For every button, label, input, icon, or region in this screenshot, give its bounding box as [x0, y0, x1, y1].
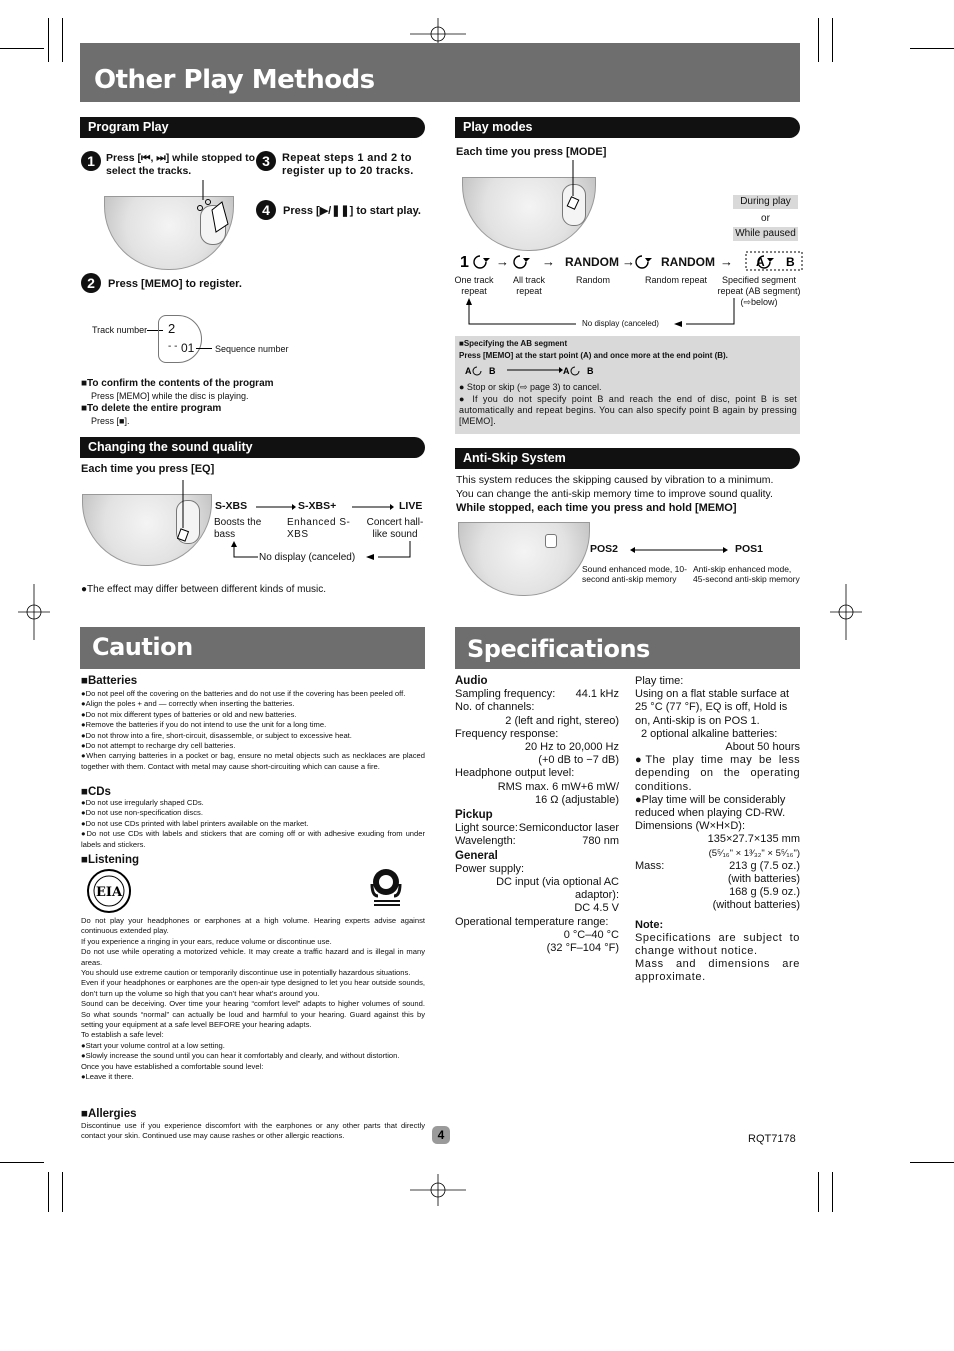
svg-text:→: → — [720, 254, 733, 269]
double-arrow-icon — [630, 545, 730, 555]
step-4-text: Press [▶/❚❚] to start play. — [283, 205, 421, 217]
play-modes-heading: Play modes — [455, 117, 800, 138]
battery-item: ●Do not attempt to recharge dry cell batteries. — [81, 741, 236, 751]
ab-bullet-1: ● Stop or skip (⇨ page 3) to cancel. — [459, 382, 602, 392]
program-play-heading: Program Play — [80, 117, 425, 138]
svg-text:1: 1 — [460, 254, 469, 271]
play-note-2: ●Play time will be considerably reduced when playing CD-RW. — [635, 793, 786, 820]
anti-skip-line-1: This system reduces the skipping caused by vibration to a minimum. — [456, 474, 774, 486]
safe-listening-logo-icon — [368, 866, 404, 910]
display-sequence-number: 01 — [181, 341, 195, 355]
svg-text:→: → — [542, 254, 555, 269]
batteries-list — [81, 689, 425, 772]
listening-item: Do not use while operating a motorized vehicle. It may create a traffic hazard and is illegal in many areas. — [81, 947, 425, 967]
pos1-label: POS1 — [735, 543, 764, 555]
pickup-heading: Pickup — [455, 809, 493, 822]
general-heading: General — [455, 849, 498, 862]
eia-logo-icon — [86, 868, 132, 914]
svg-text:B: B — [587, 366, 594, 376]
specifications-title: Specifications — [467, 635, 650, 663]
eq-mode-sxbs-plus: S-XBS+ — [298, 500, 337, 512]
allergies-heading: ■Allergies — [81, 1108, 137, 1120]
cd-item: ●Do not use non-specification discs. — [81, 808, 203, 818]
listening-item: To establish a safe level: — [81, 1030, 164, 1040]
eq-cancel-label: No display (canceled) — [259, 552, 356, 563]
eq-instruction: Each time you press [EQ] — [81, 463, 215, 475]
power-value: DC input (via optional AC adaptor): — [496, 876, 619, 902]
svg-text:→: → — [496, 254, 509, 269]
mass-with-note: (with batteries) — [727, 873, 800, 886]
specifications-banner — [455, 627, 800, 669]
dimensions-imperial: (5⁵⁄₁₆" × 1³⁄₃₂" × 5⁵⁄₁₆") — [708, 847, 800, 859]
anti-skip-line-2: You can change the anti-skip memory time to improve sound quality. — [456, 488, 773, 500]
caution-banner — [80, 627, 425, 669]
listening-item: ●Slowly increase the sound until you can hear it comfortably and clearly, and without distortion. — [81, 1051, 400, 1061]
mass-without-note: (without batteries) — [712, 899, 800, 912]
mode-label-one-track: One track repeat — [454, 275, 494, 296]
doc-code: RQT7178 — [748, 1133, 796, 1145]
mode-label-random-repeat: Random repeat — [644, 275, 708, 285]
track-number-label: Track number — [92, 325, 148, 335]
temp-label: Operational temperature range: — [455, 915, 609, 928]
sampling-label: Sampling frequency: — [455, 688, 556, 701]
wave-label: Wavelength: — [455, 835, 516, 848]
play-time-label: Play time: — [635, 675, 684, 687]
pos2-label: POS2 — [590, 543, 619, 555]
dimensions-metric: 135×27.7×135 mm — [707, 833, 800, 846]
eq-mode-sxbs-plus-desc: Enhanced S-XBS — [287, 517, 351, 540]
listening-item: You should use extreme caution or temporarily discontinue use in potentially hazardous situations. — [81, 968, 411, 978]
pointer-arrow-icon — [565, 160, 585, 220]
eq-mode-sxbs-desc: Boosts the bass — [214, 517, 262, 540]
eia-logo-text: EIA — [95, 885, 123, 900]
sequence-number-label: Sequence number — [215, 344, 289, 354]
battery-item: ●Align the poles + and — correctly when inserting the batteries. — [81, 699, 295, 709]
mode-label-all-track: All track repeat — [512, 275, 545, 296]
mode-label-ab-repeat: Specified segment repeat (AB segment) (⇨below) — [717, 275, 801, 307]
play-note-1: ●The play time may be less depending on the operating conditions. — [635, 754, 800, 793]
allergies-text: Discontinue use if you experience discomfort with the earphones or any other parts that directly contact your skin. Continued use may cause rashes or other allergic reactions. — [81, 1121, 425, 1141]
play-time-batteries: 2 optional alkaline batteries: — [641, 727, 778, 740]
mass-label: Mass: — [635, 859, 665, 872]
mode-cancel-label: No display (canceled) — [582, 319, 659, 328]
confirm-text: Press [MEMO] while the disc is playing. — [91, 391, 249, 401]
light-value: Semiconductor laser — [518, 822, 619, 835]
play-time-value: About 50 hours — [725, 741, 800, 754]
arrow-right-icon — [352, 502, 396, 512]
random-repeat-mode-text: RANDOM — [661, 255, 715, 269]
svg-text:A: A — [465, 366, 472, 376]
temp-celsius: 0 °C–40 °C — [563, 928, 619, 941]
freq-tolerance: (+0 dB to −7 dB) — [538, 754, 619, 767]
pos1-desc: Anti-skip enhanced mode, 45-second anti-skip memory — [693, 564, 800, 584]
ab-heading: ■Specifying the AB segment — [459, 339, 568, 348]
svg-text:B: B — [786, 255, 795, 269]
specs-column-1 — [455, 675, 619, 955]
ab-diagram — [463, 364, 623, 378]
caution-title: Caution — [92, 633, 193, 661]
channels-label: No. of channels: — [455, 701, 535, 714]
battery-item: ●Do not peel off the covering on the batteries and do not use if the covering has been peeled off. — [81, 689, 406, 698]
freq-value: 20 Hz to 20,000 Hz — [524, 741, 619, 754]
cd-item: ●Do not use CDs with labels and stickers that are coming off or with adhesive exuding from under labels and stickers. — [81, 829, 425, 849]
headphone-value: RMS max. 6 mW+6 mW/ — [497, 780, 619, 793]
battery-item: ●Remove the batteries if you do not intend to use the unit for a long time. — [81, 720, 327, 730]
listening-item: Even if your headphones or earphones are the open-air type designed to let you hear outside sounds, don’t turn up the volume so high that you can’t hear what’s around you. — [81, 978, 425, 998]
step-3-badge: 3 — [256, 151, 276, 171]
svg-text:→: → — [622, 254, 635, 269]
confirm-heading: ■To confirm the contents of the program — [81, 378, 274, 389]
mode-sequence-symbols — [458, 252, 808, 272]
display-track-number: 2 — [168, 321, 176, 336]
anti-skip-instruction: While stopped, each time you press and hold [MEMO] — [456, 502, 737, 514]
delete-heading: ■To delete the entire program — [81, 403, 222, 414]
cds-list — [81, 798, 425, 850]
power-voltage: DC 4.5 V — [574, 902, 619, 915]
ab-segment-box — [455, 336, 800, 434]
headphone-label: Headphone output level: — [455, 767, 575, 780]
page-title: Other Play Methods — [94, 65, 375, 95]
note-2: Mass and dimensions are approximate. — [635, 958, 800, 984]
eq-mode-live: LIVE — [399, 500, 423, 512]
sampling-value: 44.1 kHz — [575, 688, 619, 701]
step-4-badge: 4 — [256, 200, 276, 220]
listening-heading: ■Listening — [81, 854, 140, 866]
random-mode-text: RANDOM — [565, 255, 619, 269]
listening-item: Once you have established a comfortable sound level: — [81, 1061, 264, 1071]
mode-instruction: Each time you press [MODE] — [456, 146, 607, 158]
ab-instruction: Press [MEMO] at the start point (A) and once more at the end point (B). — [459, 351, 728, 360]
svg-text:A: A — [756, 255, 765, 269]
svg-text:B: B — [489, 366, 496, 376]
anti-skip-heading: Anti-Skip System — [455, 448, 800, 469]
svg-text:A: A — [563, 366, 570, 376]
note-heading: Note: — [635, 918, 664, 931]
listening-item: If you experience a ringing in your ears, reduce volume or discontinue use. — [81, 936, 332, 946]
delete-text: Press [■]. — [91, 416, 130, 426]
pointer-arrow-icon — [190, 180, 250, 240]
step-1-badge: 1 — [81, 151, 101, 171]
mass-with-batteries: 213 g (7.5 oz.) — [729, 859, 800, 872]
listening-item: ●Leave it there. — [81, 1072, 134, 1082]
cd-item: ●Do not use irregularly shaped CDs. — [81, 798, 204, 807]
headphone-impedance: 16 Ω (adjustable) — [534, 793, 619, 806]
step-2-badge: 2 — [81, 273, 101, 293]
during-play-label: During play — [733, 195, 798, 209]
sound-quality-heading: Changing the sound quality — [80, 437, 425, 458]
arrow-right-icon — [256, 502, 296, 512]
mode-label-random: Random — [575, 275, 611, 285]
temp-fahrenheit: (32 °F–104 °F) — [546, 942, 619, 955]
leader-line — [196, 348, 212, 349]
page-number: 4 — [432, 1126, 450, 1144]
cds-heading: ■CDs — [81, 786, 111, 798]
battery-item: ●Do not throw into a fire, short-circuit, disassemble, or subject to excessive heat. — [81, 730, 352, 740]
step-2-text: Press [MEMO] to register. — [108, 278, 242, 290]
audio-heading: Audio — [455, 675, 488, 687]
while-paused-label: While paused — [733, 227, 798, 241]
battery-item: ●When carrying batteries in a pocket or bag, ensure no metal objects such as necklaces are placed together with them. Contact with metal may cause short-circuiting which can cause a fire. — [81, 751, 425, 771]
power-label: Power supply: — [455, 862, 525, 875]
channels-value: 2 (left and right, stereo) — [505, 714, 619, 727]
ab-bullet-2: ● If you do not specify point B and reach the end of disc, point B is set automatically and repeat begins. You can also specify point B again by pressing [MEMO]. — [459, 394, 797, 426]
battery-item: ●Do not mix different types of batteries or old and new batteries. — [81, 709, 297, 719]
note-1: Specifications are subject to change without notice. — [635, 931, 800, 958]
specs-column-2 — [635, 675, 800, 985]
step-1-text: Press [⏮, ⏭] while stopped to select the tracks. — [106, 152, 256, 177]
cd-item: ●Do not use CDs printed with label printers available on the market. — [81, 818, 309, 828]
wave-value: 780 nm — [582, 835, 619, 848]
memo-button — [545, 534, 557, 548]
eq-note: ●The effect may differ between different kinds of music. — [81, 584, 327, 595]
batteries-heading: ■Batteries — [81, 675, 138, 687]
eq-mode-live-desc: Concert hall-like sound — [366, 517, 424, 540]
listening-item: ●Start your volume control at a low setting. — [81, 1040, 225, 1050]
eq-mode-sxbs: S-XBS — [215, 500, 248, 512]
play-time-conditions: Using on a flat stable surface at 25 °C (77 °F), EQ is off, Hold is on, Anti-skip is on POS 1. — [635, 688, 790, 727]
dimensions-label: Dimensions (W×H×D): — [635, 820, 746, 833]
listening-item: Do not play your headphones or earphones at a high volume. Hearing experts advise against continuous extended play. — [81, 916, 425, 936]
pos2-desc: Sound enhanced mode, 10-second anti-skip memory — [582, 564, 687, 584]
freq-label: Frequency response: — [455, 727, 559, 740]
step-3-text: Repeat steps 1 and 2 to register up to 20 tracks. — [282, 152, 414, 177]
mass-without-batteries: 168 g (5.9 oz.) — [729, 886, 800, 899]
listening-list — [81, 916, 425, 1083]
pointer-arrow-icon — [178, 480, 198, 550]
header-banner — [80, 43, 800, 102]
listening-item: Sound can be deceiving. Over time your hearing “comfort level” adapts to higher volumes of sound. So what sounds “normal” can actually be loud and harmful to your hearing. Guard against this by setting your equipment at a safe level BEFORE your hearing adapts. — [81, 999, 425, 1030]
light-label: Light source: — [455, 822, 518, 835]
or-label: or — [761, 213, 770, 224]
